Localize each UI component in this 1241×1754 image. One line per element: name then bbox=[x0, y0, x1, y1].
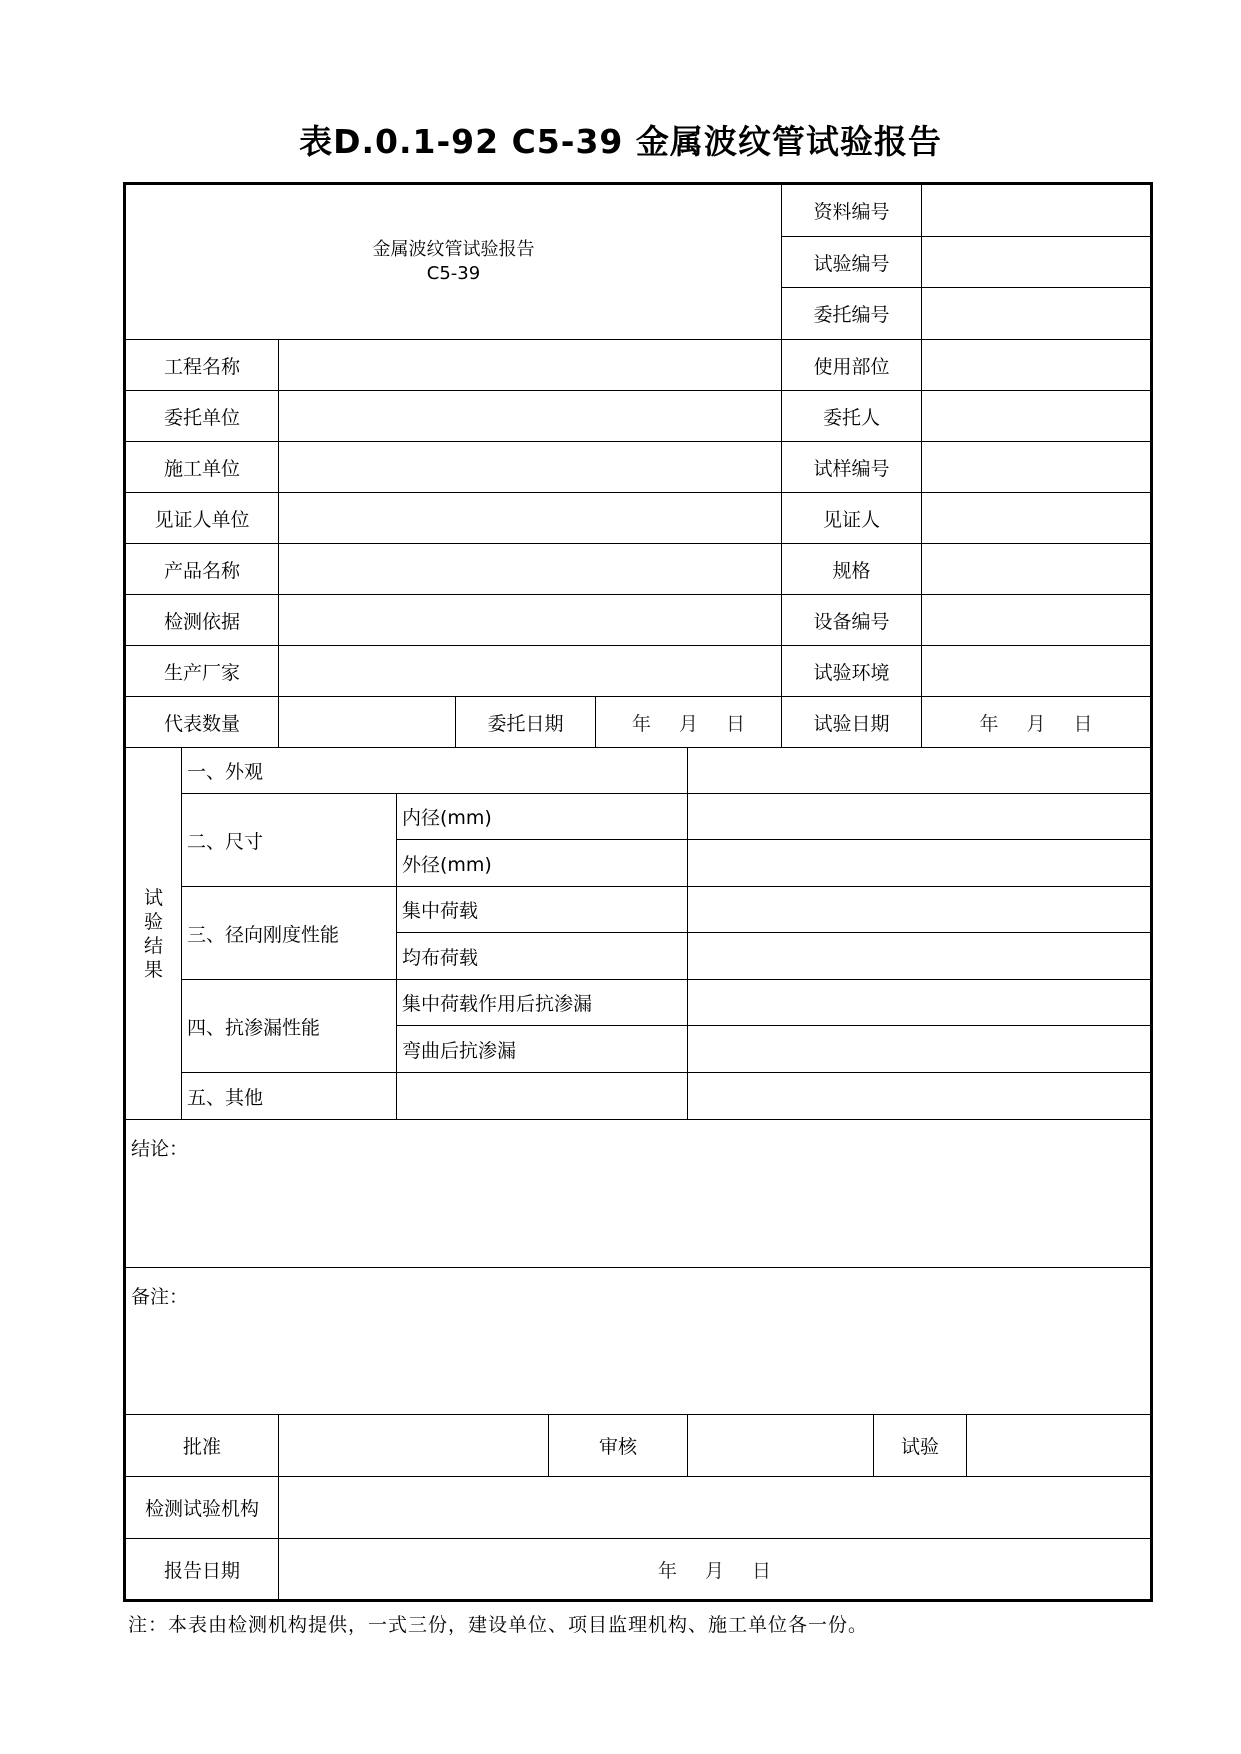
info-label-right: 试样编号 bbox=[782, 442, 922, 493]
institution-field[interactable] bbox=[279, 1477, 1150, 1539]
year-text: 年 bbox=[631, 712, 651, 735]
info-label-left: 施工单位 bbox=[126, 442, 279, 493]
approve-field[interactable] bbox=[279, 1415, 549, 1477]
remarks-label: 备注： bbox=[131, 1286, 189, 1308]
info-field-left[interactable] bbox=[279, 442, 782, 493]
entrust-date-field[interactable] bbox=[596, 697, 782, 748]
concentrated-load-label: 集中荷载 bbox=[397, 887, 688, 933]
info-field-right[interactable] bbox=[922, 544, 1150, 595]
other-value[interactable] bbox=[688, 1073, 1150, 1120]
review-field[interactable] bbox=[688, 1415, 874, 1477]
footnote: 注：本表由检测机构提供，一式三份，建设单位、项目监理机构、施工单位各一份。 bbox=[128, 1614, 869, 1636]
approve-label: 批准 bbox=[126, 1415, 279, 1477]
entrust-no-label: 委托编号 bbox=[782, 288, 922, 340]
leak-after-bend-value[interactable] bbox=[688, 1026, 1150, 1073]
review-label: 审核 bbox=[549, 1415, 688, 1477]
inner-diameter-label: 内径(mm) bbox=[397, 794, 688, 840]
info-field-right[interactable] bbox=[922, 493, 1150, 544]
month-text: 月 bbox=[1026, 712, 1046, 735]
outer-diameter-value[interactable] bbox=[688, 840, 1150, 887]
info-field-right[interactable] bbox=[922, 340, 1150, 391]
conclusion-label: 结论： bbox=[131, 1138, 189, 1160]
test-date-label: 试验日期 bbox=[782, 697, 922, 748]
info-field-left[interactable] bbox=[279, 391, 782, 442]
tester-label: 试验 bbox=[874, 1415, 967, 1477]
report-date-field[interactable] bbox=[279, 1539, 1150, 1599]
data-no-field[interactable] bbox=[922, 185, 1150, 237]
test-date-field[interactable] bbox=[922, 697, 1150, 748]
qty-field[interactable] bbox=[279, 697, 456, 748]
info-label-left: 生产厂家 bbox=[126, 646, 279, 697]
info-label-left: 见证人单位 bbox=[126, 493, 279, 544]
outer-diameter-label: 外径(mm) bbox=[397, 840, 688, 887]
form-name: 金属波纹管试验报告 bbox=[372, 239, 535, 260]
uniform-load-value[interactable] bbox=[688, 933, 1150, 980]
info-field-left[interactable] bbox=[279, 595, 782, 646]
info-label-left: 检测依据 bbox=[126, 595, 279, 646]
appearance-label: 一、外观 bbox=[182, 748, 688, 794]
month-text: 月 bbox=[678, 712, 698, 735]
year-text: 年 bbox=[979, 712, 999, 735]
info-field-left[interactable] bbox=[279, 544, 782, 595]
day-text: 日 bbox=[1073, 712, 1093, 735]
size-label: 二、尺寸 bbox=[182, 794, 397, 887]
side-char: 验 bbox=[143, 910, 163, 933]
other-label: 五、其他 bbox=[182, 1073, 397, 1120]
other-sub-field[interactable] bbox=[397, 1073, 688, 1120]
side-char: 结 bbox=[143, 934, 163, 957]
data-no-label: 资料编号 bbox=[782, 185, 922, 237]
report-form bbox=[123, 182, 1153, 1602]
info-label-right: 设备编号 bbox=[782, 595, 922, 646]
info-label-right: 试验环境 bbox=[782, 646, 922, 697]
info-label-right: 委托人 bbox=[782, 391, 922, 442]
institution-label: 检测试验机构 bbox=[126, 1477, 279, 1539]
entrust-no-field[interactable] bbox=[922, 288, 1150, 340]
year-text: 年 bbox=[657, 1559, 677, 1582]
info-field-right[interactable] bbox=[922, 595, 1150, 646]
page-title: 表D.0.1-92 C5-39 金属波纹管试验报告 bbox=[299, 122, 942, 161]
info-label-right: 见证人 bbox=[782, 493, 922, 544]
appearance-value[interactable] bbox=[688, 748, 1150, 794]
report-date-label: 报告日期 bbox=[126, 1539, 279, 1599]
info-label-right: 规格 bbox=[782, 544, 922, 595]
leak-after-bend-label: 弯曲后抗渗漏 bbox=[397, 1026, 688, 1073]
info-field-right[interactable] bbox=[922, 646, 1150, 697]
info-field-left[interactable] bbox=[279, 340, 782, 391]
info-field-right[interactable] bbox=[922, 442, 1150, 493]
info-label-left: 产品名称 bbox=[126, 544, 279, 595]
day-text: 日 bbox=[726, 712, 746, 735]
info-label-right: 使用部位 bbox=[782, 340, 922, 391]
info-label-left: 工程名称 bbox=[126, 340, 279, 391]
info-field-left[interactable] bbox=[279, 493, 782, 544]
leak-after-load-label: 集中荷载作用后抗渗漏 bbox=[397, 980, 688, 1026]
info-field-left[interactable] bbox=[279, 646, 782, 697]
radial-stiffness-label: 三、径向刚度性能 bbox=[182, 887, 397, 980]
anti-leak-label: 四、抗渗漏性能 bbox=[182, 980, 397, 1073]
day-text: 日 bbox=[752, 1559, 772, 1582]
remarks-section[interactable] bbox=[126, 1268, 1150, 1415]
info-label-left: 委托单位 bbox=[126, 391, 279, 442]
form-code: C5-39 bbox=[426, 263, 481, 284]
test-no-label: 试验编号 bbox=[782, 237, 922, 288]
test-no-field[interactable] bbox=[922, 237, 1150, 288]
side-char: 果 bbox=[143, 958, 163, 981]
entrust-date-label: 委托日期 bbox=[456, 697, 596, 748]
qty-label: 代表数量 bbox=[126, 697, 279, 748]
side-char: 试 bbox=[143, 886, 163, 909]
leak-after-load-value[interactable] bbox=[688, 980, 1150, 1026]
uniform-load-label: 均布荷载 bbox=[397, 933, 688, 980]
inner-diameter-value[interactable] bbox=[688, 794, 1150, 840]
concentrated-load-value[interactable] bbox=[688, 887, 1150, 933]
form-header bbox=[126, 185, 782, 340]
conclusion-section[interactable] bbox=[126, 1120, 1150, 1268]
test-results-side-label bbox=[126, 748, 182, 1120]
tester-field[interactable] bbox=[967, 1415, 1150, 1477]
month-text: 月 bbox=[704, 1559, 724, 1582]
info-field-right[interactable] bbox=[922, 391, 1150, 442]
